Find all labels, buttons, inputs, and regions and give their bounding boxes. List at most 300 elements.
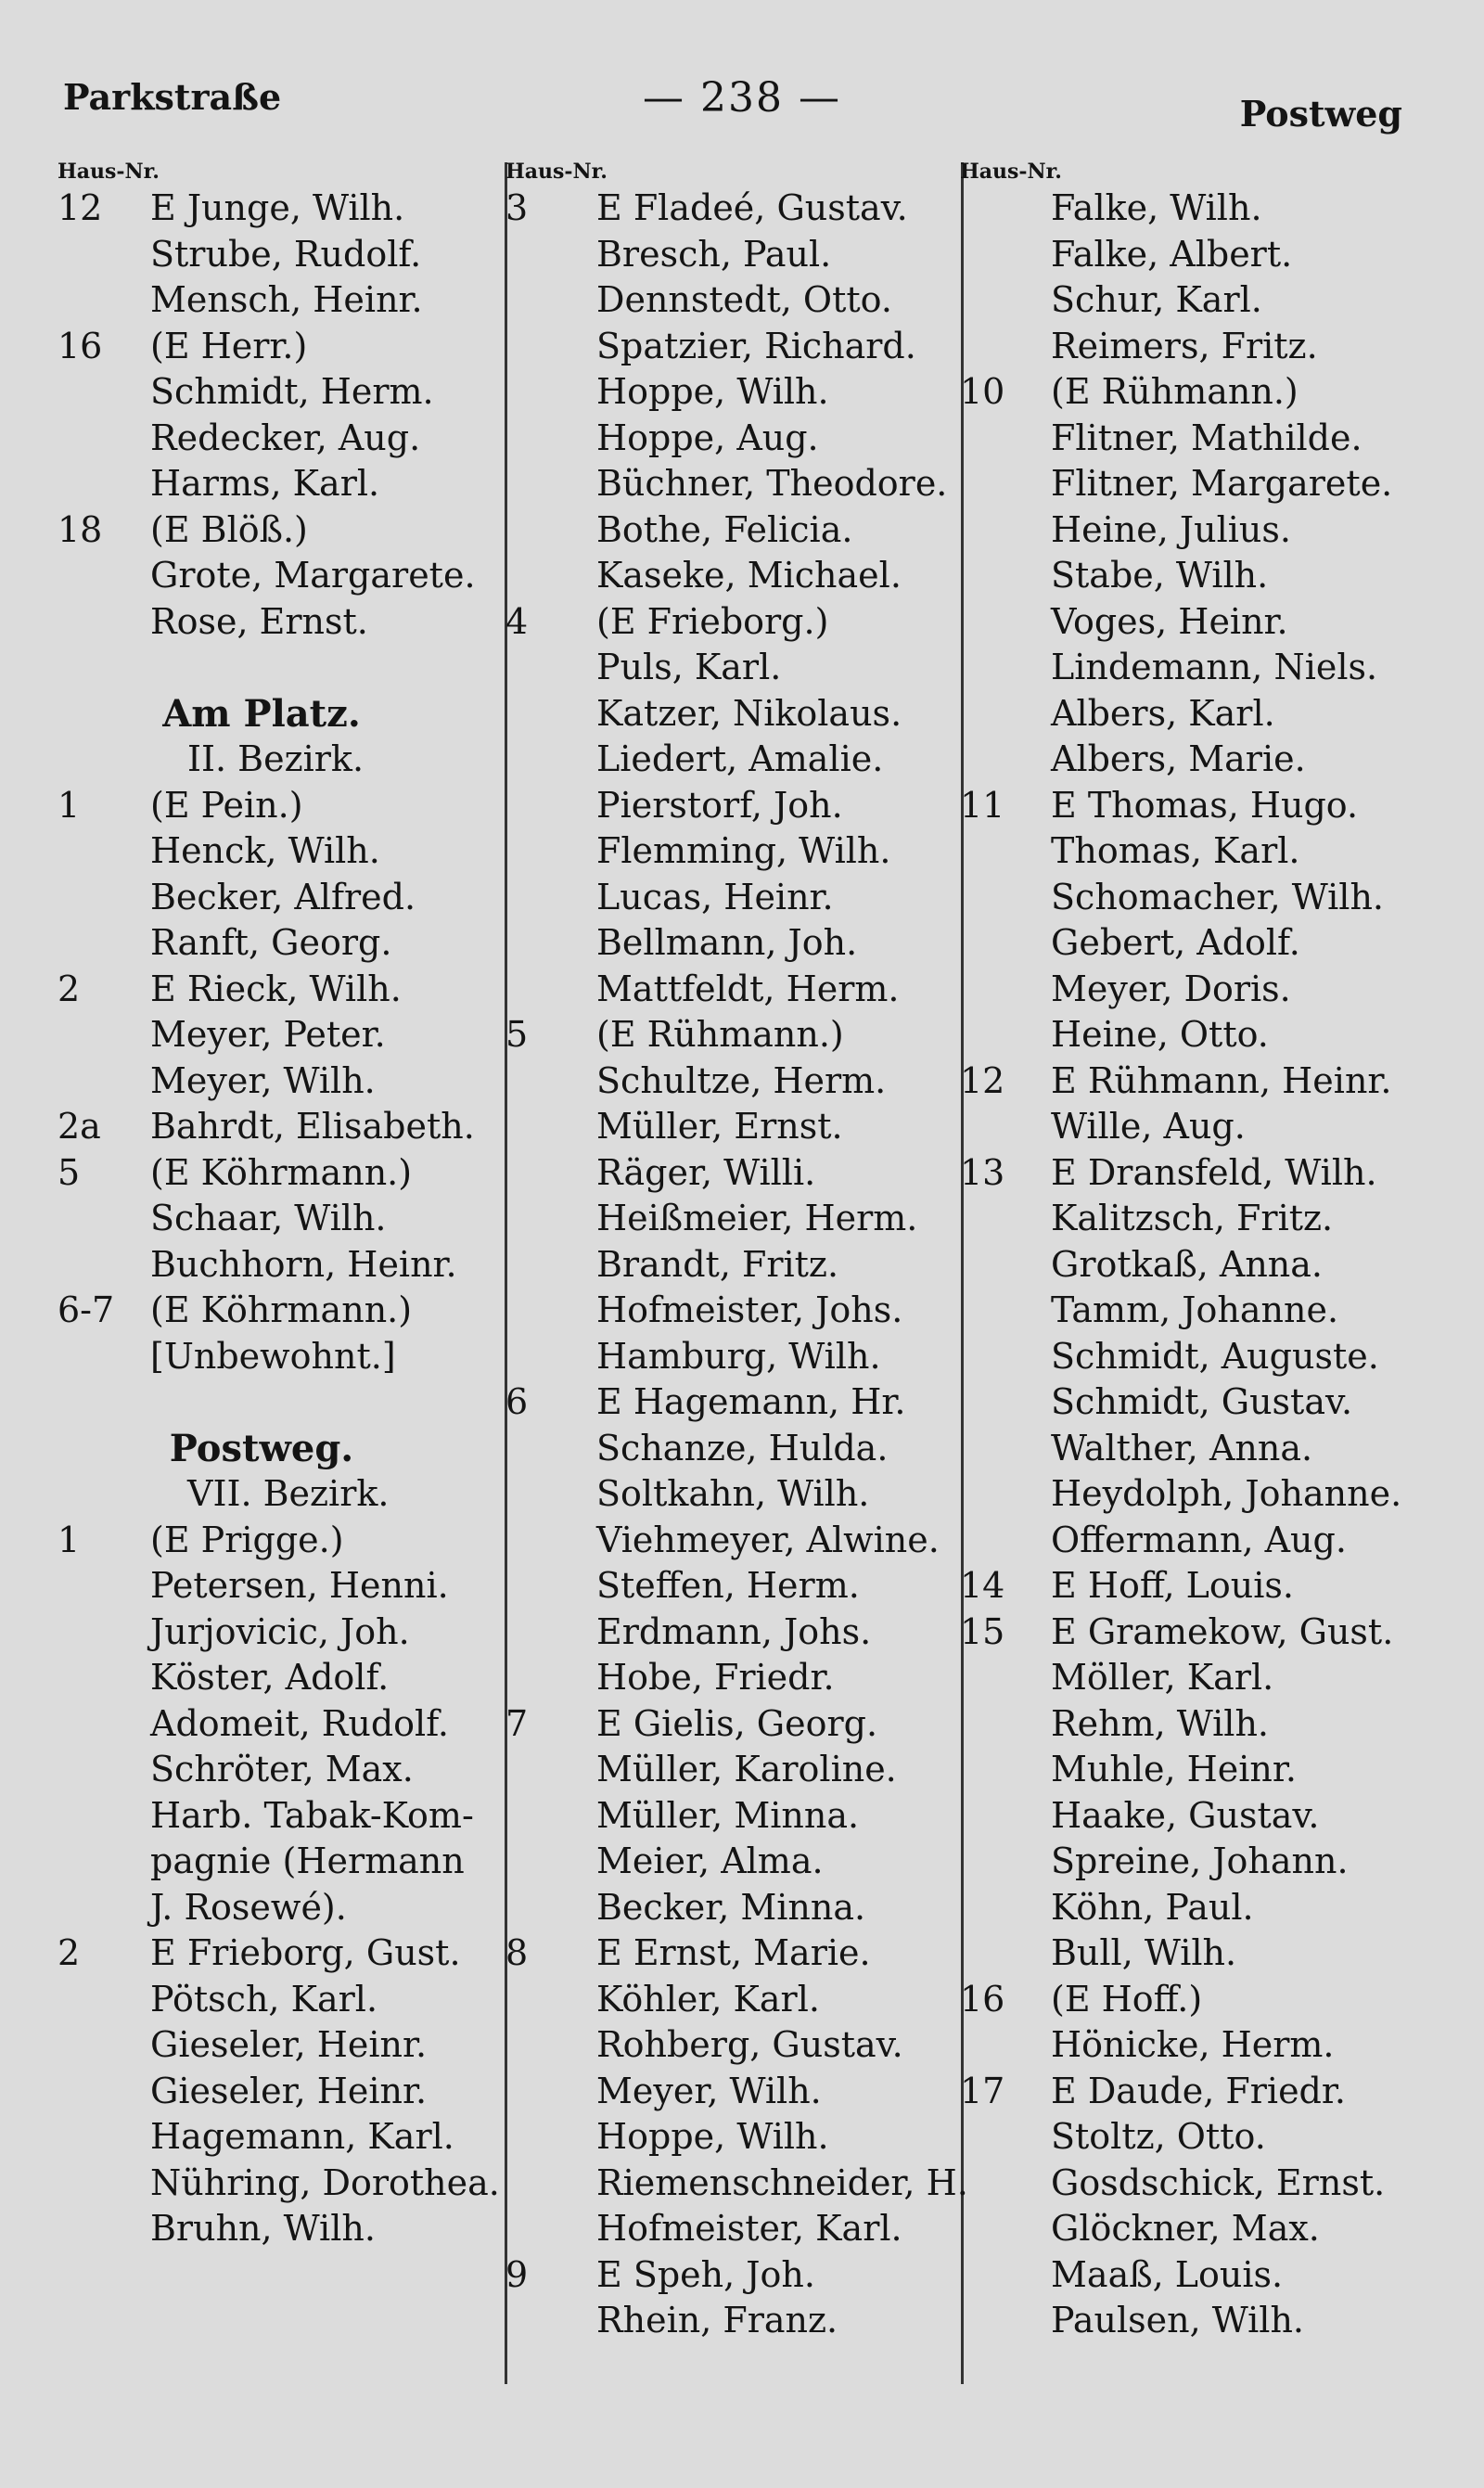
house-number	[960, 1334, 1051, 1380]
resident-name: Schmidt, Gustav.	[1051, 1381, 1353, 1422]
house-number	[505, 783, 596, 829]
resident-entry	[960, 2022, 1442, 2069]
resident-name: Müller, Ernst.	[596, 1106, 843, 1147]
resident-name: Heißmeier, Herm.	[596, 1198, 918, 1238]
resident-name: Riemenschneider, H.	[596, 2161, 968, 2203]
house-number	[505, 2206, 596, 2252]
resident-entry	[58, 783, 503, 829]
resident-entry	[58, 2206, 503, 2252]
resident-name: Meyer, Peter.	[150, 1014, 386, 1055]
resident-name: (E Köhrmann.)	[150, 1289, 413, 1330]
resident-entry	[960, 1885, 1442, 1931]
resident-name: Lucas, Heinr.	[596, 876, 834, 917]
resident-name: E Thomas, Hugo.	[1051, 784, 1359, 826]
house-number	[960, 1930, 1051, 1977]
resident-name: Viehmeyer, Alwine.	[596, 1519, 940, 1560]
resident-name: Hofmeister, Karl.	[596, 2208, 902, 2249]
resident-name: Offermann, Aug.	[1051, 1519, 1347, 1560]
resident-name: [Unbewohnt.]	[150, 1335, 396, 1377]
resident-entry	[58, 553, 503, 599]
house-number	[505, 2114, 596, 2161]
house-number	[505, 232, 596, 278]
resident-name: Müller, Karoline.	[596, 1749, 897, 1789]
house-number	[58, 369, 150, 416]
house-number	[505, 507, 596, 554]
resident-entry	[58, 369, 503, 416]
house-number: 13	[960, 1151, 1005, 1193]
resident-entry	[58, 277, 503, 324]
house-number: 2a	[58, 1106, 101, 1147]
house-number	[505, 920, 596, 967]
resident-name: Gieseler, Heinr.	[150, 2070, 428, 2111]
resident-entry	[960, 416, 1442, 462]
resident-name: Räger, Willi.	[596, 1151, 816, 1193]
resident-name: Bruhn, Wilh.	[150, 2208, 376, 2249]
resident-entry	[505, 1426, 960, 1472]
resident-entry	[505, 645, 960, 691]
resident-name: Soltkahn, Wilh.	[596, 1473, 870, 1514]
house-number: 7	[505, 1702, 529, 1744]
resident-entry	[960, 1471, 1442, 1518]
house-number	[58, 1058, 150, 1105]
resident-name: Grotkaß, Anna.	[1051, 1243, 1324, 1285]
resident-name: Schultze, Herm.	[596, 1059, 887, 1101]
header-left-street: Parkstraße	[63, 76, 282, 118]
resident-entry	[960, 1104, 1442, 1150]
resident-name: Schur, Karl.	[1051, 279, 1262, 320]
house-number	[960, 1518, 1051, 1564]
resident-entry	[58, 1930, 503, 1977]
house-number	[505, 1104, 596, 1150]
house-number	[960, 507, 1051, 554]
house-number	[505, 1839, 596, 1885]
house-number	[505, 828, 596, 875]
resident-name: Albers, Karl.	[1051, 692, 1275, 734]
house-number	[505, 2069, 596, 2115]
resident-entry	[58, 2069, 503, 2115]
resident-entry	[960, 1930, 1442, 1977]
house-number	[505, 737, 596, 783]
resident-name: Gieseler, Heinr.	[150, 2024, 428, 2065]
resident-entry	[960, 277, 1442, 324]
house-number	[960, 599, 1051, 646]
resident-entry	[960, 1610, 1442, 1656]
resident-entry	[505, 1518, 960, 1564]
resident-name: Möller, Karl.	[1051, 1657, 1274, 1698]
resident-entry	[960, 1655, 1442, 1701]
resident-entry	[505, 1563, 960, 1610]
resident-name: (E Rühmann.)	[596, 1014, 844, 1055]
resident-name: Heine, Otto.	[1051, 1014, 1269, 1055]
house-number	[505, 2298, 596, 2344]
resident-entry	[58, 2114, 503, 2161]
house-number	[960, 691, 1051, 737]
resident-entry	[505, 186, 960, 232]
house-number	[58, 232, 150, 278]
resident-name: Bahrdt, Elisabeth.	[150, 1106, 475, 1147]
resident-entry	[505, 461, 960, 507]
house-number	[505, 1196, 596, 1242]
house-number	[58, 1563, 150, 1610]
resident-name: Flemming, Wilh.	[596, 830, 891, 871]
house-number	[960, 1104, 1051, 1150]
resident-entry	[58, 1150, 503, 1197]
resident-entry	[58, 1196, 503, 1242]
resident-name: Stoltz, Otto.	[1051, 2116, 1266, 2157]
house-number: 14	[960, 1565, 1005, 1606]
resident-name: Meyer, Wilh.	[150, 1059, 376, 1101]
house-number: 6-7	[58, 1289, 115, 1330]
resident-entry	[58, 967, 503, 1013]
resident-entry	[505, 1793, 960, 1840]
resident-name: (E Blöß.)	[150, 508, 308, 550]
resident-name: Rehm, Wilh.	[1051, 1702, 1270, 1744]
resident-entry	[960, 369, 1442, 416]
resident-name: (E Köhrmann.)	[150, 1151, 413, 1193]
resident-name: Walther, Anna.	[1051, 1427, 1313, 1468]
resident-entry	[960, 1242, 1442, 1289]
resident-name: Pierstorf, Joh.	[596, 784, 843, 826]
house-number	[505, 1655, 596, 1701]
resident-name: Dennstedt, Otto.	[596, 279, 892, 320]
resident-entry	[505, 1104, 960, 1150]
house-number	[58, 1610, 150, 1656]
resident-name: Schmidt, Auguste.	[1051, 1335, 1379, 1377]
resident-entry	[505, 737, 960, 783]
resident-name: (E Prigge.)	[150, 1519, 344, 1560]
resident-entry	[960, 1196, 1442, 1242]
house-number	[960, 1288, 1051, 1334]
resident-name: Gebert, Adolf.	[1051, 922, 1300, 963]
resident-name: Mattfeldt, Herm.	[596, 968, 900, 1009]
resident-entry	[505, 369, 960, 416]
resident-entry	[960, 1426, 1442, 1472]
resident-name: Erdmann, Johs.	[596, 1610, 872, 1652]
resident-name: Gosdschick, Ernst.	[1051, 2161, 1386, 2203]
resident-name: pagnie (Hermann	[150, 1840, 465, 1881]
resident-entry	[505, 1150, 960, 1197]
resident-entry	[505, 1839, 960, 1885]
house-number	[505, 277, 596, 324]
resident-entry	[505, 1977, 960, 2023]
resident-name: Hamburg, Wilh.	[596, 1335, 881, 1377]
resident-name: Wille, Aug.	[1051, 1106, 1246, 1147]
resident-entry	[505, 691, 960, 737]
column-2	[505, 158, 968, 2344]
house-number	[960, 2114, 1051, 2161]
resident-name: Flitner, Margarete.	[1051, 463, 1393, 504]
resident-entry	[505, 1058, 960, 1105]
resident-name: Steffen, Herm.	[596, 1565, 860, 1606]
resident-entry	[960, 1563, 1442, 1610]
resident-name: E Frieborg, Gust.	[150, 1932, 461, 1973]
resident-name: Schanze, Hulda.	[596, 1427, 889, 1468]
resident-name: Müller, Minna.	[596, 1794, 860, 1836]
resident-entry	[58, 1288, 503, 1334]
resident-entry	[505, 2161, 968, 2207]
house-number	[505, 461, 596, 507]
resident-entry	[960, 1518, 1442, 1564]
resident-entry	[960, 2298, 1442, 2344]
house-number	[960, 186, 1051, 232]
resident-entry	[960, 324, 1442, 370]
resident-name: Muhle, Heinr.	[1051, 1749, 1297, 1789]
resident-entry	[58, 1518, 503, 1564]
resident-entry	[960, 1977, 1442, 2023]
resident-entry	[58, 1701, 503, 1748]
house-number: 17	[960, 2070, 1005, 2111]
resident-entry	[960, 1747, 1442, 1793]
resident-name: Schaar, Wilh.	[150, 1198, 387, 1238]
house-number	[960, 2298, 1051, 2344]
resident-name: Ranft, Georg.	[150, 922, 392, 963]
resident-entry	[58, 1747, 503, 1793]
resident-name: Hönicke, Herm.	[1051, 2024, 1335, 2065]
resident-name: Schomacher, Wilh.	[1051, 876, 1384, 917]
house-number	[960, 967, 1051, 1013]
resident-entry	[960, 737, 1442, 783]
resident-entry	[505, 277, 960, 324]
resident-name: E Junge, Wilh.	[150, 187, 405, 228]
resident-entry	[58, 1977, 503, 2023]
resident-name: Haake, Gustav.	[1051, 1794, 1320, 1836]
resident-entry	[58, 1655, 503, 1701]
resident-entry	[505, 2206, 960, 2252]
house-number	[58, 1012, 150, 1058]
house-number	[58, 553, 150, 599]
house-number	[505, 1334, 596, 1380]
resident-entry	[505, 2114, 960, 2161]
resident-entry	[960, 1012, 1442, 1058]
resident-entry	[505, 1242, 960, 1289]
resident-name: E Fladeé, Gustav.	[596, 187, 908, 228]
house-number: 12	[960, 1059, 1005, 1101]
house-number: 10	[960, 371, 1005, 412]
house-number	[960, 232, 1051, 278]
column-3	[960, 158, 1442, 2344]
resident-name: Bothe, Felicia.	[596, 508, 853, 550]
resident-entry	[505, 1196, 960, 1242]
resident-entry	[505, 1379, 960, 1426]
resident-entry	[960, 1839, 1442, 1885]
resident-entry	[505, 2022, 960, 2069]
resident-name: Maaß, Louis.	[1051, 2253, 1284, 2295]
house-number	[58, 2206, 150, 2252]
resident-name: (E Pein.)	[150, 784, 303, 826]
resident-entry	[505, 828, 960, 875]
resident-entry	[960, 920, 1442, 967]
house-number: 18	[58, 508, 103, 550]
resident-entry	[58, 461, 503, 507]
house-number: 4	[505, 600, 529, 642]
resident-entry	[960, 691, 1442, 737]
resident-entry	[505, 232, 960, 278]
resident-name: Hoppe, Wilh.	[596, 371, 829, 412]
house-number	[960, 1012, 1051, 1058]
house-number: 5	[58, 1151, 81, 1193]
resident-entry	[960, 1058, 1442, 1105]
resident-entry	[960, 1334, 1442, 1380]
house-number	[505, 369, 596, 416]
resident-name: Köhn, Paul.	[1051, 1886, 1254, 1928]
resident-entry	[58, 507, 503, 554]
column-1	[58, 158, 503, 2252]
resident-entry	[58, 1839, 503, 1885]
resident-entry	[505, 2069, 960, 2115]
resident-name: E Speh, Joh.	[596, 2253, 815, 2295]
house-number: 15	[960, 1610, 1005, 1652]
house-number	[58, 1793, 150, 1840]
house-number	[960, 737, 1051, 783]
house-number	[960, 2022, 1051, 2069]
column-header: Haus-Nr.	[58, 160, 160, 184]
house-number	[505, 553, 596, 599]
resident-entry	[505, 1012, 960, 1058]
house-number	[505, 1242, 596, 1289]
house-number	[960, 1471, 1051, 1518]
resident-entry	[505, 1610, 960, 1656]
resident-entry	[58, 1563, 503, 1610]
resident-entry	[960, 461, 1442, 507]
resident-name: Rhein, Franz.	[596, 2300, 838, 2341]
resident-name: Mensch, Heinr.	[150, 279, 423, 320]
house-number	[960, 2161, 1051, 2207]
house-number	[58, 2114, 150, 2161]
resident-name: Meier, Alma.	[596, 1840, 824, 1881]
resident-name: (E Frieborg.)	[596, 600, 829, 642]
house-number	[505, 1058, 596, 1105]
house-number: 11	[960, 784, 1005, 826]
resident-entry	[505, 967, 960, 1013]
resident-entry	[505, 1885, 960, 1931]
resident-entry	[58, 1610, 503, 1656]
resident-entry	[960, 828, 1442, 875]
house-number	[505, 1150, 596, 1197]
resident-name: Rohberg, Gustav.	[596, 2024, 903, 2065]
resident-entry	[58, 828, 503, 875]
resident-name: Pötsch, Karl.	[150, 1978, 378, 2020]
column-header: Haus-Nr.	[505, 160, 608, 184]
resident-entry	[58, 324, 503, 370]
resident-entry	[960, 967, 1442, 1013]
resident-entry	[960, 2161, 1442, 2207]
house-number	[960, 1426, 1051, 1472]
house-number	[58, 461, 150, 507]
house-number	[505, 1288, 596, 1334]
resident-entry	[960, 1288, 1442, 1334]
resident-name: Lindemann, Niels.	[1051, 647, 1378, 687]
resident-name: Thomas, Karl.	[1051, 830, 1300, 871]
resident-name: Hofmeister, Johs.	[596, 1289, 903, 1330]
house-number	[505, 1563, 596, 1610]
resident-name: Katzer, Nikolaus.	[596, 692, 902, 734]
spacer	[58, 645, 503, 691]
resident-entry	[960, 1701, 1442, 1748]
resident-name: Grote, Margarete.	[150, 555, 476, 596]
house-number	[58, 1977, 150, 2023]
resident-name: Hagemann, Karl.	[150, 2116, 454, 2157]
resident-name: Spatzier, Richard.	[596, 325, 916, 366]
resident-name: Kaseke, Michael.	[596, 555, 902, 596]
resident-entry	[960, 2252, 1442, 2299]
resident-name: E Ernst, Marie.	[596, 1932, 871, 1973]
spacer	[58, 1379, 503, 1426]
resident-name: Tamm, Johanne.	[1051, 1289, 1339, 1330]
resident-entry	[505, 599, 960, 646]
resident-entry	[505, 1471, 960, 1518]
house-number	[58, 1701, 150, 1748]
house-number	[960, 645, 1051, 691]
resident-name: Stabe, Wilh.	[1051, 555, 1269, 596]
resident-name: Buchhorn, Heinr.	[150, 1243, 457, 1285]
resident-name: Spreine, Johann.	[1051, 1840, 1349, 1881]
resident-name: Reimers, Fritz.	[1051, 325, 1318, 366]
house-number	[58, 920, 150, 967]
house-number: 1	[58, 1519, 81, 1560]
house-number	[505, 324, 596, 370]
resident-name: Redecker, Aug.	[150, 417, 421, 458]
resident-name: Albers, Marie.	[1051, 738, 1306, 779]
resident-name: Adomeit, Rudolf.	[150, 1702, 449, 1744]
house-number	[58, 277, 150, 324]
street-heading: Am Platz.	[162, 691, 361, 736]
resident-name: Jurjovicic, Joh.	[150, 1610, 410, 1652]
resident-name: Köhler, Karl.	[596, 1978, 820, 2020]
house-number	[505, 1885, 596, 1931]
resident-entry	[960, 553, 1442, 599]
street-heading: Postweg.	[169, 1426, 354, 1470]
resident-name: Strube, Rudolf.	[150, 233, 422, 275]
resident-entry	[505, 1655, 960, 1701]
house-number: 12	[58, 187, 103, 228]
resident-entry	[58, 599, 503, 646]
resident-entry	[505, 875, 960, 921]
resident-entry	[505, 1334, 960, 1380]
house-number	[58, 599, 150, 646]
resident-name: Meyer, Doris.	[1051, 968, 1291, 1009]
resident-name: Puls, Karl.	[596, 647, 782, 687]
house-number	[960, 1885, 1051, 1931]
resident-entry	[960, 875, 1442, 921]
resident-entry	[505, 1747, 960, 1793]
resident-entry	[505, 783, 960, 829]
resident-name: E Hoff, Louis.	[1051, 1565, 1294, 1606]
resident-entry	[505, 1930, 960, 1977]
resident-entry	[505, 324, 960, 370]
resident-entry	[58, 2161, 503, 2207]
resident-name: E Rühmann, Heinr.	[1051, 1059, 1392, 1101]
house-number	[58, 828, 150, 875]
house-number	[58, 875, 150, 921]
resident-name: E Gramekow, Gust.	[1051, 1610, 1394, 1652]
resident-name: Flitner, Mathilde.	[1051, 417, 1362, 458]
house-number	[58, 1655, 150, 1701]
house-number	[960, 1793, 1051, 1840]
resident-entry	[58, 1104, 503, 1150]
house-number	[960, 1242, 1051, 1289]
house-number	[505, 1471, 596, 1518]
resident-entry	[505, 2298, 960, 2344]
resident-name: Meyer, Wilh.	[596, 2070, 822, 2111]
resident-name: Falke, Albert.	[1051, 233, 1293, 275]
house-number	[505, 1610, 596, 1656]
house-number	[58, 1196, 150, 1242]
resident-entry	[960, 2206, 1442, 2252]
resident-name: E Dransfeld, Wilh.	[1051, 1151, 1377, 1193]
resident-name: Bresch, Paul.	[596, 233, 832, 275]
resident-entry	[960, 507, 1442, 554]
page-number: — 238 —	[643, 74, 841, 122]
